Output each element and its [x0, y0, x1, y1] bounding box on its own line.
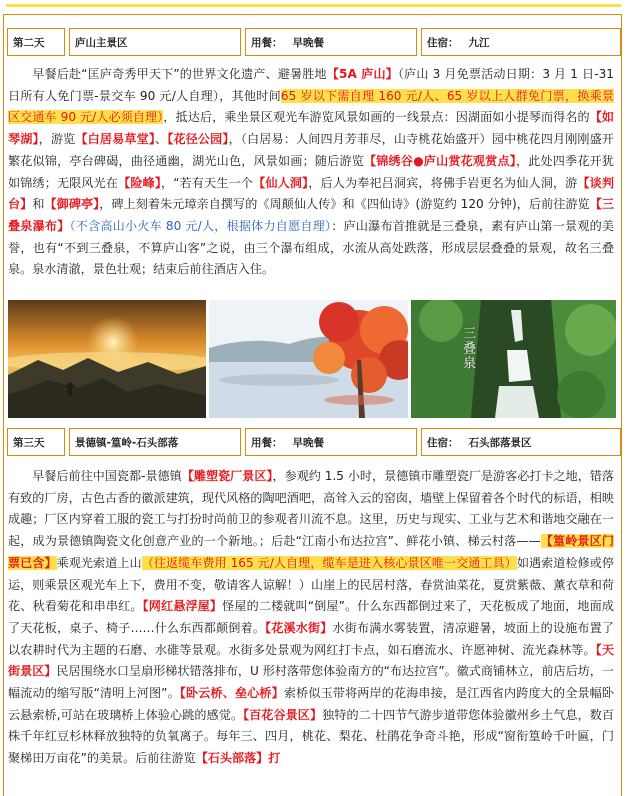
text-run: 早餐后前往中国瓷都-景德镇 [32, 469, 182, 483]
photo-lushan-sunrise [8, 300, 206, 418]
photo-sandiequan-waterfall [411, 300, 616, 418]
autumn-lake-image [209, 300, 408, 418]
text-run: 索桥似玉带将两岸的花海串接，是江西省内跨度大的全景幅卧云悬索桥,可站在玻璃桥上体验心跳的感觉。 [8, 686, 614, 722]
top-decoration [0, 0, 627, 12]
spot-xianren-cave: 【仙人洞】 [253, 175, 309, 190]
spot-tanpan-platform: 【谈判台】 [8, 175, 614, 212]
text-run: 】打 [256, 751, 281, 766]
spot-woyun-bridge: 【卧云桥、垒心桥】 [179, 686, 284, 701]
text-run: 、 [155, 132, 168, 147]
text-run: ：庐山瀑布首推就是三叠泉，素有庐山第一景观的美誉，也有“不到三叠泉，不算庐山客”之说，由三个瀑布组成，水流从高处跌落，形成层层叠叠的景观，故名三叠泉。泉水清澈，景色壮观；结束后前往酒店入住。 [8, 218, 614, 277]
spot-xianfeng: 【险峰】 [118, 175, 162, 190]
text-run: 和 [32, 197, 45, 212]
day3-meal-value: 早晚餐 [292, 436, 324, 449]
day3-stay-value: 石头部落景区 [468, 436, 532, 449]
spot-baijuyi-cottage: 【白居易草堂】 [75, 132, 156, 147]
day2-meal-caption: 用餐： [251, 36, 283, 49]
text-run: ，后人为奉祀吕洞宾，将佛手岩更名为仙人洞，游 [308, 175, 578, 190]
spot-huajing-park: 【花径公园】 [167, 132, 229, 147]
spot-yubei-pavilion: 【御碑亭】 [44, 197, 100, 212]
text-run: 乘观光索道上山 [56, 555, 142, 570]
text-run: 独特的二十四节气游步道带您体验徽州乡土气息，数百株千年红豆杉林释放独特的负氧离子。每年三、四月，桃花、梨花、杜鹃花争奇斗艳，形成“窗衔篁岭千叶匾，门聚梯田万亩花”的美景。后前往游览 [8, 707, 614, 766]
ticket-note-highlight: 65 岁以下需自理 160 元/人、65 岁以上人群免门票，换乘景区交通车 90 元/人必须自理） [8, 88, 614, 125]
huangling-ticket-highlight: 【篁岭景区门票已含】 [8, 534, 614, 570]
day3-meal-caption: 用餐： [251, 436, 283, 449]
day3-day-label: 第三天 [13, 436, 45, 449]
spot-lushan: 【5A 庐山】 [326, 67, 398, 81]
text-run: ，抵达后，乘坐景区观光车游览风景如画的一线景点：因湖面如小提琴而得名的 [163, 110, 590, 125]
day2-stay-value: 九江 [468, 36, 490, 49]
day2-description [8, 64, 614, 281]
text-run: 民居围绕水口呈扇形梯状错落排布，U 形村落带您体验南方的“布达拉宫”。徽式商铺林立，前店后坊，一幅流动的缩写版“清明上河图”。 [8, 664, 614, 701]
photo-autumn-lake [209, 300, 408, 418]
day2-route-label: 庐山主景区 [75, 36, 128, 49]
day2-route-cell [69, 28, 241, 56]
text-run: ，碑上刻着朱元璋亲自撰写的《周颠仙人传》和《四仙诗》(游览约 120 分钟)，后前往游览 [99, 197, 590, 212]
cable-car-note-highlight: （往返缆车费用 165 元/人自理，缆车是进入核心景区唯一交通工具） [141, 555, 517, 570]
spot-stone-tribe: 【石头部落 [195, 751, 257, 766]
text-run: ，此处四季花开犹如锦绣；无限风光在 [8, 153, 614, 190]
day3-stay-caption: 住宿： [427, 436, 459, 449]
day3-route-label: 景德镇-篁岭-石头部落 [75, 436, 179, 449]
spot-sandiequan: 【三叠泉瀑布】 [8, 197, 614, 233]
day2-stay-cell [421, 28, 621, 56]
day3-stay-cell [421, 428, 621, 456]
day2-photo-strip [8, 300, 616, 418]
day2-meal-value: 早晚餐 [292, 36, 324, 49]
spot-floating-house: 【网红悬浮屋】 [142, 599, 223, 614]
text-run: ，游览 [38, 132, 76, 147]
spot-baihua-valley: 【百花谷景区】 [243, 707, 323, 722]
day2-meal-cell [245, 28, 417, 56]
day2-day-cell [7, 28, 65, 56]
text-run: ，参观约 1.5 小时，景德镇市雕塑瓷厂是游客必打卡之地，错落有致的厂房，古色古香的徽派建筑，现代风格的陶吧酒吧，高耸入云的窑囱，墙壁上保留着各个时代的标语，相映成趣；厂区内穿着工服的瓷工与打扮时尚前卫的参观者川流不息。这里，历史与现实、工业与艺术和谐地交融在一起，成为景德镇陶瓷文化创意产业的一个新地。；后赴“江南小布达拉宫”、鲜花小镇、梯云村落—— [8, 469, 614, 549]
day2-day-label: 第二天 [13, 36, 45, 49]
day3-day-cell [7, 428, 65, 456]
top-highlight-strip [6, 4, 621, 7]
text-run: 早餐后赴“匡庐奇秀甲天下”的世界文化遗产、避暑胜地 [32, 67, 327, 81]
spot-huaxi-water-street: 【花溪水街】 [265, 620, 333, 635]
day3-meal-cell [245, 428, 417, 456]
text-run: （庐山 3 月免票活动日期：3 月 1 日-31 日所有人免门票-景交车 90 元/人自理），其他时间 [8, 67, 614, 103]
train-note-blue: （不含高山小火车 80 元/人，根据体力自愿自理） [69, 218, 332, 233]
spot-tianjie: 【天街景区】 [8, 642, 614, 679]
day3-header-row [4, 424, 621, 460]
day3-description [8, 466, 614, 770]
spot-sculpture-porcelain-factory: 【雕塑瓷厂景区】 [181, 469, 273, 483]
text-run: ，（白居易：人间四月芳菲尽，山寺桃花始盛开）园中桃花四月刚刚盛开繁花似锦，亭台碑碣，曲径通幽，湖光山色，风景如画；随后游览 [8, 132, 614, 168]
spot-jinxiu-valley: 【锦绣谷●庐山赏花观赏点】 [363, 153, 516, 168]
text-run: 水街布满水雾装置，清凉避暑，坡面上的设施布置了以农耕时代为主题的石磨、水碓等景观。水街多处景观为网红打卡点，如石磨流水、许愿神树、流光森林等。 [8, 620, 614, 657]
day3-route-cell [69, 428, 241, 456]
waterfall-caption: 三叠泉 [460, 326, 475, 371]
text-run: ，“若有天生一个 [161, 175, 254, 190]
text-run: 如遇索道检修或停运，则乘景区观光车上下，费用不变，敬请客人谅解！）山崖上的民居村落，春赏油菜花，夏赏紫薇、薰衣草和荷花、秋看菊花和串串红。 [8, 555, 614, 614]
text-run: 怪屋的二楼就叫“倒屋”。什么东西都倒过来了，天花板成了地面，地面成了天花板，桌子、椅子……什么东西都颠倒着。 [8, 599, 614, 635]
waterfall-image [411, 300, 616, 418]
day2-stay-caption: 住宿： [427, 36, 459, 49]
spot-ruqin-lake: 【如琴湖】 [8, 110, 614, 147]
day2-header-row [4, 24, 621, 60]
sunrise-mountain-image [8, 300, 206, 418]
